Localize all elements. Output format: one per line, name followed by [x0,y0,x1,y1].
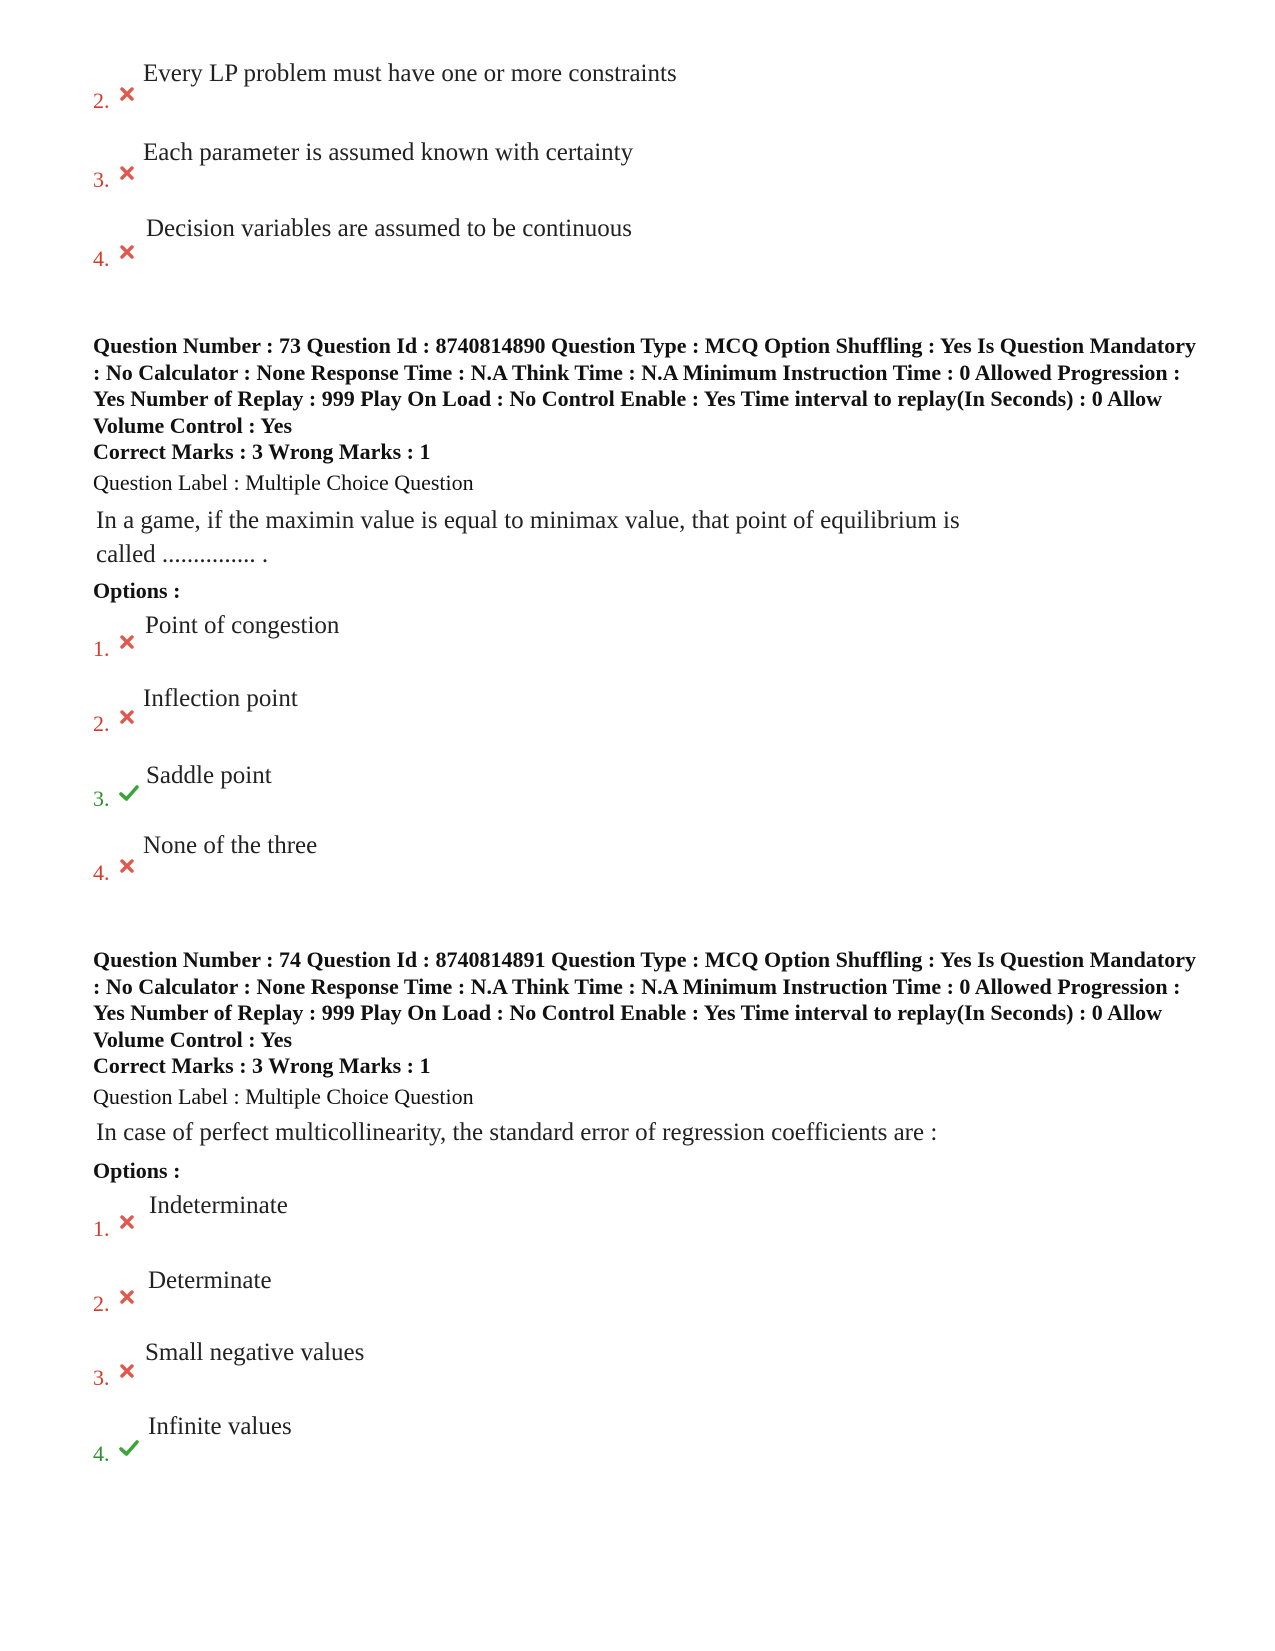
check-icon [119,1439,139,1457]
option-number: 2. [93,1291,110,1316]
option-number: 3. [93,167,110,192]
option-number: 2. [93,88,110,113]
question-label: Question Label : Multiple Choice Question [93,470,474,495]
question-text: In a game, if the maximin value is equal to minimax value, that point of equilibrium is called ............... . [96,507,960,568]
option-text: Small negative values [145,1339,365,1366]
option-text: Saddle point [146,762,272,789]
question-marks: Correct Marks : 3 Wrong Marks : 1 [93,1053,431,1078]
cross-icon [119,86,135,102]
option-number: 2. [93,711,110,736]
option-text: Infinite values [148,1413,292,1440]
option-number: 4. [93,860,110,885]
options-heading: Options : [93,1158,181,1183]
option-text: Every LP problem must have one or more constraints [143,60,677,87]
option-text: Inflection point [143,685,298,712]
cross-icon [119,244,135,260]
question-marks: Correct Marks : 3 Wrong Marks : 1 [93,439,431,464]
cross-icon [119,709,135,725]
option-text: Indeterminate [149,1192,288,1219]
check-icon [119,784,139,802]
question-label: Question Label : Multiple Choice Question [93,1084,474,1109]
cross-icon [119,1214,135,1230]
option-number: 4. [93,246,110,271]
option-number: 3. [93,786,110,811]
question-header: Question Number : 73 Question Id : 8740814890 Question Type : MCQ Option Shuffling : Yes Is Question Mandatory : No Calculator : None Response Time : N.A Think Time : N.A Minimum Instruction Time : 0 Allowed Progression : Yes Number of Replay : 999 Play On Load : No Control Enable : Yes Time interval to replay(In Seconds) : 0 Allow Volume Control : Yes [93,333,1196,438]
option-number: 4. [93,1441,110,1466]
option-number: 3. [93,1365,110,1390]
option-number: 1. [93,1216,110,1241]
option-text: Determinate [148,1267,272,1294]
option-text: None of the three [143,832,318,859]
options-heading: Options : [93,578,181,603]
option-text: Point of congestion [145,612,340,639]
question-text: In case of perfect multicollinearity, the standard error of regression coefficients are : [96,1119,938,1146]
cross-icon [119,1289,135,1305]
cross-icon [119,634,135,650]
option-number: 1. [93,636,110,661]
cross-icon [119,165,135,181]
option-text: Each parameter is assumed known with certainty [143,139,634,166]
question-header: Question Number : 74 Question Id : 8740814891 Question Type : MCQ Option Shuffling : Yes Is Question Mandatory : No Calculator : None Response Time : N.A Think Time : N.A Minimum Instruction Time : 0 Allowed Progression : Yes Number of Replay : 999 Play On Load : No Control Enable : Yes Time interval to replay(In Seconds) : 0 Allow Volume Control : Yes [93,947,1196,1052]
cross-icon [119,858,135,874]
option-text: Decision variables are assumed to be continuous [146,215,632,242]
cross-icon [119,1363,135,1379]
